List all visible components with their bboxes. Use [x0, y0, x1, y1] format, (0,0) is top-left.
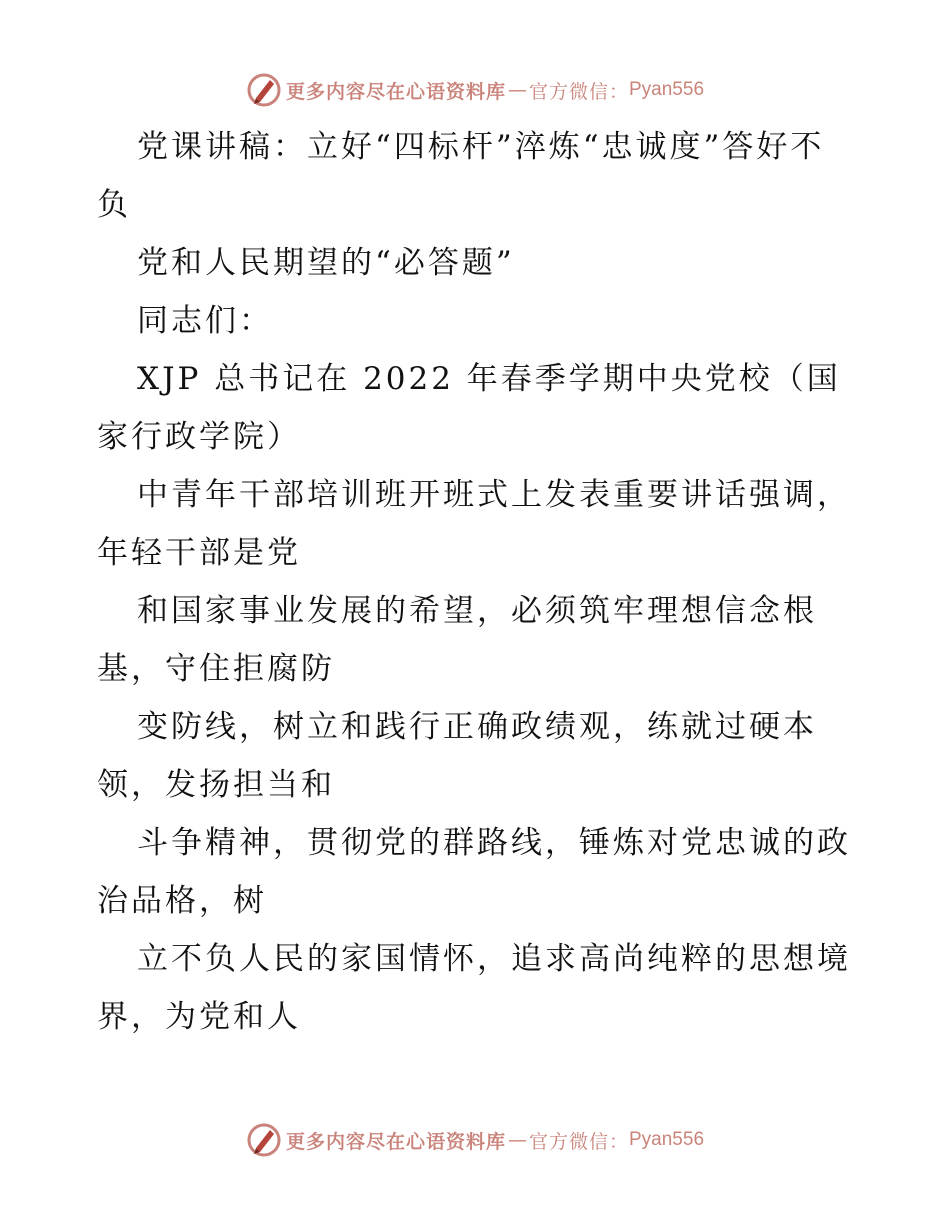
paragraph: XJP 总书记在 2022 年春季学期中央党校（国家行政学院）: [97, 361, 841, 455]
watermark-wechat-id: Pyan556: [629, 79, 705, 100]
paragraph: 中青年干部培训班开班式上发表重要讲话强调，年轻干部是党: [97, 477, 851, 571]
paragraph: 党和人民期望的“必答题”: [137, 245, 515, 281]
paragraph: 和国家事业发展的希望，必须筑牢理想信念根基，守住拒腐防: [97, 593, 817, 687]
watermark-wechat-label: 官方微信：: [528, 80, 629, 103]
header-watermark: [0, 70, 950, 110]
pen-seal-logo-icon: [246, 72, 282, 108]
paragraph: 党课讲稿：立好“四标杆”淬炼“忠诚度”答好不负: [97, 129, 825, 223]
paragraph: 斗争精神，贯彻党的群路线，锤炼对党忠诚的政治品格，树: [97, 825, 851, 919]
document-body: [97, 118, 857, 1046]
watermark-separator: —: [507, 1129, 527, 1151]
watermark-site-text: 更多内容尽在心语资料库: [285, 1130, 506, 1153]
paragraph: 同志们：: [137, 303, 273, 339]
paragraph: 变防线，树立和践行正确政绩观，练就过硬本领，发扬担当和: [97, 709, 817, 803]
watermark-wechat-id: Pyan556: [629, 1129, 705, 1150]
watermark-separator: —: [507, 79, 527, 101]
watermark-site-text: 更多内容尽在心语资料库: [285, 80, 506, 103]
pen-seal-logo-icon: [246, 1122, 282, 1158]
watermark-wechat-label: 官方微信：: [528, 1130, 629, 1153]
paragraph: 立不负人民的家国情怀，追求高尚纯粹的思想境界，为党和人: [97, 941, 851, 1035]
footer-watermark: [0, 1120, 950, 1160]
